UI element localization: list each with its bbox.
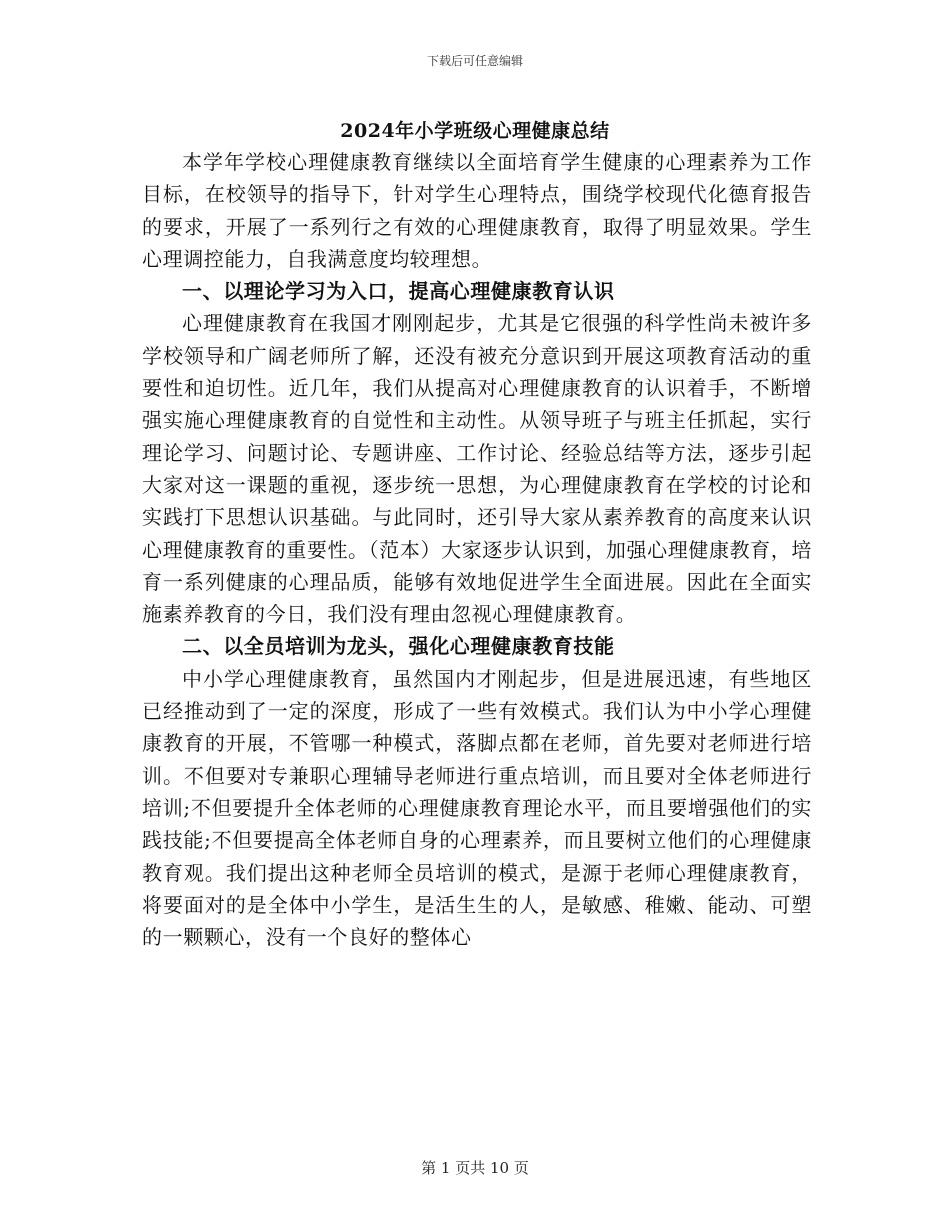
intro-paragraph: 本学年学校心理健康教育继续以全面培育学生健康的心理素养为工作目标，在校领导的指导下，针对学生心理特点，围绕学校现代化德育报告的要求，开展了一系列行之有效的心理健康教育，取得了明显效果。学生心理调控能力，自我满意度均较理想。 [142, 150, 812, 271]
section-2-heading: 二、以全员培训为龙头，强化心理健康教育技能 [182, 634, 615, 659]
section-1-paragraph: 心理健康教育在我国才刚刚起步，尤其是它很强的科学性尚未被许多学校领导和广阔老师所了解，还没有被充分意识到开展这项教育活动的重要性和迫切性。近几年，我们从提高对心理健康教育的认识着手，不断增强实施心理健康教育的自觉性和主动性。从领导班子与班主任抓起，实行理论学习、问题讨论、专题讲座、工作讨论、经验总结等方法，逐步引起大家对这一课题的重视，逐步统一思想，为心理健康教育在学校的讨论和实践打下思想认识基础。与此同时，还引导大家从素养教育的高度来认识心理健康教育的重要性。（范本）大家逐步认识到，加强心理健康教育，培育一系列健康的心理品质，能够有效地促进学生全面进展。因此在全面实施素养教育的今日，我们没有理由忽视心理健康教育。 [142, 311, 812, 627]
section-1-heading: 一、以理论学习为入口，提高心理健康教育认识 [182, 279, 615, 304]
document-body [142, 146, 812, 953]
section-2-paragraph: 中小学心理健康教育，虽然国内才刚起步，但是进展迅速，有些地区已经推动到了一定的深度，形成了一些有效模式。我们认为中小学心理健康教育的开展，不管哪一种模式，落脚点都在老师，首先要对老师进行培训。不但要对专兼职心理辅导老师进行重点培训，而且要对全体老师进行培训;不但要提升全体老师的心理健康教育理论水平，而且要增强他们的实践技能;不但要提高全体老师自身的心理素养，而且要树立他们的心理健康教育观。我们提出这种老师全员培训的模式，是源于老师心理健康教育，将要面对的是全体中小学生，是活生生的人，是敏感、稚嫩、能动、可塑的一颗颗心，没有一个良好的整体心 [142, 666, 812, 950]
document-title: 2024年小学班级心理健康总结 [340, 120, 610, 142]
page-number-footer: 第 1 页共 10 页 [421, 1159, 529, 1177]
header-note: 下载后可任意编辑 [426, 54, 523, 68]
